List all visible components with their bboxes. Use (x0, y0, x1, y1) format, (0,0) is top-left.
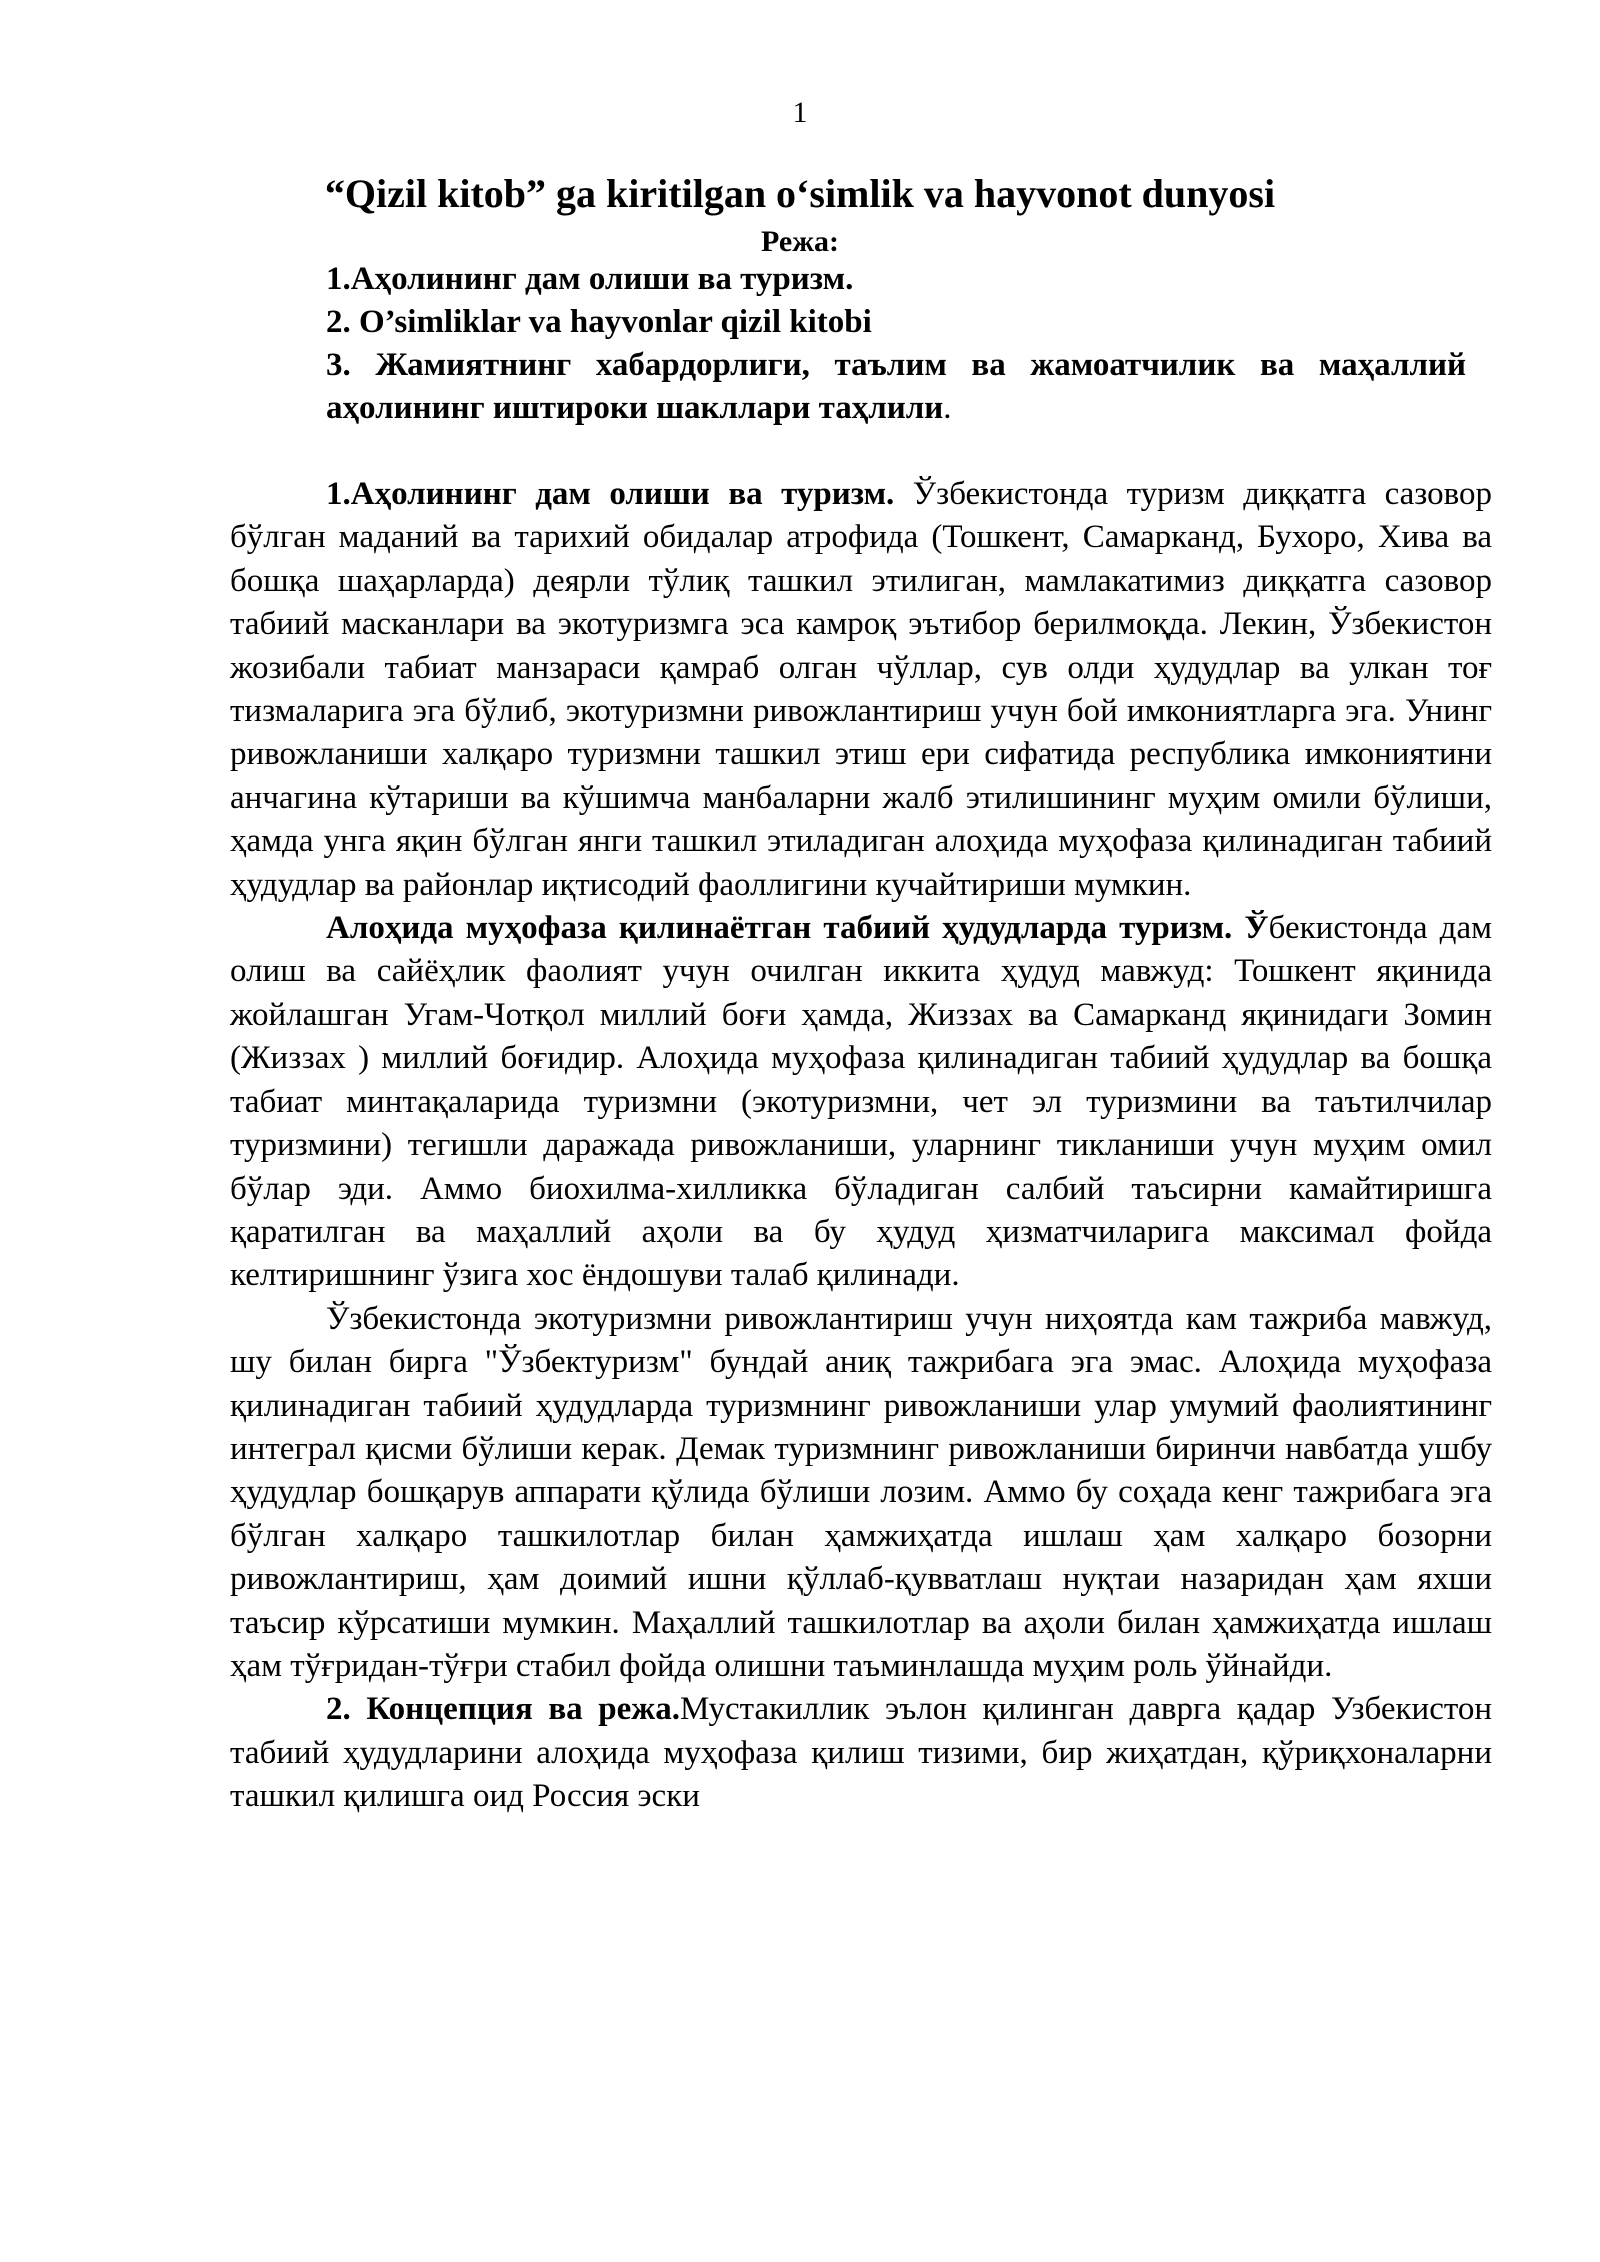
paragraph-lead: Алоҳида муҳофаза қилинаётган табиий ҳудудларда туризм. Ў (326, 910, 1269, 947)
plan-item-period: . (943, 390, 952, 426)
paragraph (230, 907, 1492, 1298)
paragraph (230, 473, 1492, 907)
plan-item-text: 3. Жамиятнинг хабардорлиги, таълим ва жамоатчилик ва маҳаллий аҳолининг иштироки шакллари таҳлили (326, 347, 1466, 426)
paragraph-text: Мустакиллик эълон қилинган даврга қадар Узбекистон табиий ҳудудларини алоҳида муҳофаза қилиш тизими, бир жиҳатдан, қўриқхоналарни ташкил қилишга оид Россия эски (230, 1691, 1492, 1815)
document-title: “Qizil kitob” ga kiritilgan o‘simlik va hayvonot dunyosi (324, 171, 1276, 216)
paragraph-lead: 2. Концепция ва режа. (326, 1691, 680, 1728)
plan-item: 1.Аҳолининг дам олиши ва туризм. (326, 261, 854, 297)
paragraph (230, 1688, 1492, 1818)
plan-item (326, 344, 1466, 430)
plan-item: 2. O’simliklar va hayvonlar qizil kitobi (326, 304, 872, 340)
plan-list (326, 258, 1466, 430)
plan-heading: Режа: (761, 225, 839, 258)
paragraph (230, 1298, 1492, 1689)
document-body (230, 473, 1492, 1819)
paragraph-text: Ўзбекистонда экотуризмни ривожлантириш учун ниҳоятда кам тажриба мавжуд, шу билан бирга "Ўзбектуризм" бундай аниқ тажрибага эга эмас. Алоҳида муҳофаза қилинадиган табиий ҳудудларда туризмнинг ривожланиши улар умумий фаолиятининг интеграл қисми бўлиши керак. Демак туризмнинг ривожланиши биринчи навбатда ушбу ҳудудлар бошқарув аппарати қўлида бўлиши лозим. Аммо бу соҳада кенг тажрибага эга бўлган халқаро ташкилотлар билан ҳамжиҳатда ишлаш ҳам халқаро бозорни ривожлантириш, ҳам доимий ишни қўллаб-қувватлаш нуқтаи назаридан ҳам яхши таъсир кўрсатиши мумкин. Маҳаллий ташкилотлар ва аҳоли билан ҳамжиҳатда ишлаш ҳам тўғридан-тўғри стабил фойда олишни таъминлашда муҳим роль ўйнайди. (230, 1300, 1492, 1684)
paragraph-text: Ўзбекистонда туризм диққатга сазовор бўлган маданий ва тарихий обидалар атрофида (Тошкент, Самарканд, Бухоро, Хива ва бошқа шаҳарларда) деярли тўлиқ ташкил этилиган, мамлакатимиз диққатга сазовор табиий масканлари ва экотуризмга эса камроқ эътибор берилмоқда. Лекин, Ўзбекистон жозибали табиат манзараси қамраб олган чўллар, сув олди ҳудудлар ва улкан тоғ тизмаларига эга бўлиб, экотуризмни ривожлантириш учун бой имкониятларга эга. Унинг ривожланиши халқаро туризмни ташкил этиш ери сифатида республика имкониятини анчагина кўтариши ва кўшимча манбаларни жалб этилишининг муҳим омили бўлиши, ҳамда унга яқин бўлган янги ташкил этиладиган алоҳида муҳофаза қилинадиган табиий ҳудудлар ва районлар иқтисодий фаоллигини кучайтириши мумкин. (230, 476, 1492, 903)
paragraph-text: бекистонда дам олиш ва сайёҳлик фаолият учун очилган иккита ҳудуд мавжуд: Тошкент яқинида жойлашган Угам-Чотқол миллий боғи ҳамда, Жиззах ва Самарканд яқинидаги Зомин (Жиззах ) миллий боғидир. Алоҳида муҳофаза қилинадиган табиий ҳудудлар ва бошқа табиат минтақаларида туризмни (экотуризмни, чет эл туризмини ва таътилчилар туризмини) тегишли даражада ривожланиши, уларнинг тикланиши учун муҳим омил бўлар эди. Аммо биохилма-хилликка бўладиган салбий таъсирни камайтиришга қаратилган ва маҳаллий аҳоли ва бу ҳудуд ҳизматчиларига максимал фойда келтиришнинг ўзига хос ёндошуви талаб қилинади. (230, 910, 1492, 1294)
page-number: 1 (792, 96, 808, 129)
paragraph-lead: 1.Аҳолининг дам олиши ва туризм. (326, 476, 895, 512)
